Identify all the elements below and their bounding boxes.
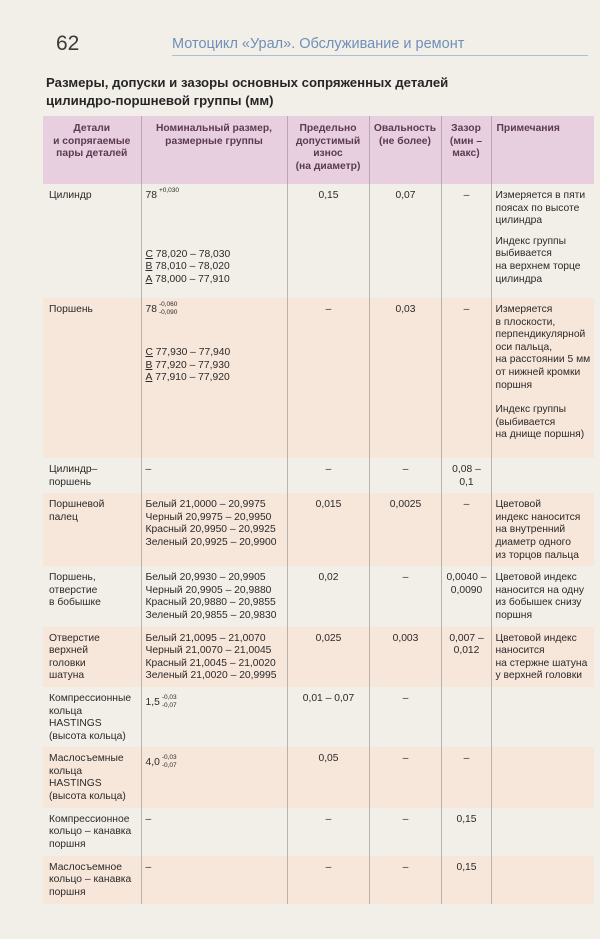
dimensions-table	[43, 116, 594, 904]
cell-nominal: 78 -0,060 -0,090 С 77,930 – 77,940 В 77,920 – 77,930 А 77,910 – 77,920	[141, 298, 287, 458]
size-group: С 78,020 – 78,030	[145, 248, 231, 260]
cell-gap: –	[441, 298, 491, 458]
cell-notes: Цветовой индекс наносится на внутренний диаметр одного из торцов пальца	[491, 493, 594, 566]
cell-notes	[491, 458, 594, 493]
cell-nominal: –	[141, 856, 287, 904]
cell-wear: –	[287, 298, 369, 458]
cell-notes	[491, 856, 594, 904]
cell-gap: 0,0040 – 0,0090	[441, 566, 491, 626]
cell-notes	[491, 747, 594, 807]
cell-part: Маслосъемные кольца HASTINGS (высота кольца)	[43, 747, 141, 807]
table-row	[43, 566, 594, 626]
size-group: В 78,010 – 78,020	[145, 261, 230, 273]
size-group: А 78,000 – 77,910	[145, 273, 230, 285]
cell-gap: 0,15	[441, 856, 491, 904]
cell-notes: Цветовой индекс наносится на одну из бобышек снизу поршня	[495, 572, 585, 621]
cell-part: Поршень	[43, 298, 141, 458]
cell-gap: 0,007 – 0,012	[441, 627, 491, 687]
table-row	[43, 687, 594, 747]
table-header-row	[43, 116, 594, 184]
table-row	[43, 458, 594, 493]
size-group: В 77,920 – 77,930	[145, 359, 230, 371]
running-head-rule	[172, 55, 588, 56]
table-row	[43, 856, 594, 904]
header-notes: Примечания	[491, 116, 594, 184]
cell-gap: –	[441, 747, 491, 807]
section-title	[46, 74, 566, 110]
cell-notes: Цветовой индекс наносится на стержне шатуна у верхней головки	[491, 627, 594, 687]
cell-gap: –	[441, 493, 491, 566]
cell-wear: 0,15	[287, 184, 369, 298]
cell-gap: 0,15	[441, 808, 491, 856]
cell-ovality: –	[369, 856, 441, 904]
cell-nominal: 1,5 -0,03 -0,07	[141, 687, 287, 747]
cell-part: Маслосъемное кольцо – канавка поршня	[43, 856, 141, 904]
cell-ovality: 0,03	[369, 298, 441, 458]
table-row	[43, 627, 594, 687]
cell-notes: Измеряется в плоскости, перпендикулярной оси пальца, на расстоянии 5 мм от нижней кромки поршня Индекс группы (выбивается на днище поршня)	[491, 298, 594, 458]
cell-nominal: Белый 21,0000 – 20,9975 Черный 20,9975 – 20,9950 Красный 20,9950 – 20,9925 Зеленый 20,9925 – 20,9900	[141, 493, 287, 566]
size-group: С 77,930 – 77,940	[145, 347, 231, 358]
header-ovality: Овальность (не более)	[369, 116, 441, 184]
cell-part: Цилиндр	[43, 184, 141, 298]
cell-wear: 0,01 – 0,07	[287, 687, 369, 747]
cell-ovality: 0,0025	[369, 493, 441, 566]
cell-ovality: –	[369, 687, 441, 747]
cell-part: Компрессионное кольцо – канавка поршня	[43, 808, 141, 856]
cell-nominal: Белый 21,0095 – 21,0070 Черный 21,0070 – 21,0045 Красный 21,0045 – 21,0020 Зеленый 21,0020 – 20,9995	[141, 627, 287, 687]
header-gap: Зазор (мин – макс)	[441, 116, 491, 184]
cell-ovality: –	[369, 566, 441, 626]
cell-wear: –	[287, 808, 369, 856]
cell-notes	[491, 808, 594, 856]
cell-gap	[441, 687, 491, 747]
cell-part: Поршень, отверстие в бобышке	[43, 566, 141, 626]
cell-nominal: –	[141, 458, 287, 493]
cell-nominal: Белый 20,9930 – 20,9905 Черный 20,9905 – 20,9880 Красный 20,9880 – 20,9855 Зеленый 20,9855 – 20,9830	[141, 566, 287, 626]
table-row	[43, 298, 594, 458]
cell-wear: 0,05	[287, 747, 369, 807]
cell-ovality: 0,07	[369, 184, 441, 298]
cell-ovality: 0,003	[369, 627, 441, 687]
cell-nominal: 78 +0,030 С 78,020 – 78,030 В 78,010 – 78,020 А 78,000 – 77,910	[141, 184, 287, 298]
cell-wear: 0,015	[287, 493, 369, 566]
header-nominal: Номинальный размер, размерные группы	[141, 116, 287, 184]
header-part: Детали и сопрягаемые пары деталей	[43, 116, 141, 184]
running-head: Мотоцикл «Урал». Обслуживание и ремонт	[172, 36, 465, 52]
cell-nominal: 4,0 -0,03 -0,07	[141, 747, 287, 807]
cell-wear: –	[287, 458, 369, 493]
cell-part: Поршневой палец	[43, 493, 141, 566]
cell-part: Цилиндр– поршень	[43, 458, 141, 493]
cell-part: Отверстие верхней головки шатуна	[43, 627, 141, 687]
cell-ovality: –	[369, 747, 441, 807]
cell-wear: –	[287, 856, 369, 904]
cell-notes	[491, 687, 594, 747]
cell-wear: 0,02	[287, 566, 369, 626]
cell-gap: –	[441, 184, 491, 298]
cell-nominal: –	[141, 808, 287, 856]
cell-ovality: –	[369, 808, 441, 856]
cell-part: Компрессионные кольца HASTINGS (высота кольца)	[43, 687, 141, 747]
table-row	[43, 493, 594, 566]
section-title-line: цилиндро-поршневой группы (мм)	[46, 93, 274, 108]
table-row	[43, 808, 594, 856]
size-group: А 77,910 – 77,920	[145, 372, 230, 384]
section-title-line: Размеры, допуски и зазоры основных сопряженных деталей	[46, 75, 449, 90]
cell-wear: 0,025	[287, 627, 369, 687]
table-row	[43, 747, 594, 807]
page-number: 62	[56, 32, 80, 55]
cell-ovality: –	[369, 458, 441, 493]
cell-gap: 0,08 – 0,1	[441, 458, 491, 493]
cell-notes: Измеряется в пяти поясах по высоте цилиндра Индекс группы выбивается на верхнем торце цилиндра	[495, 190, 586, 285]
header-wear: Предельно допустимый износ (на диаметр)	[287, 116, 369, 184]
table-row	[43, 184, 594, 298]
